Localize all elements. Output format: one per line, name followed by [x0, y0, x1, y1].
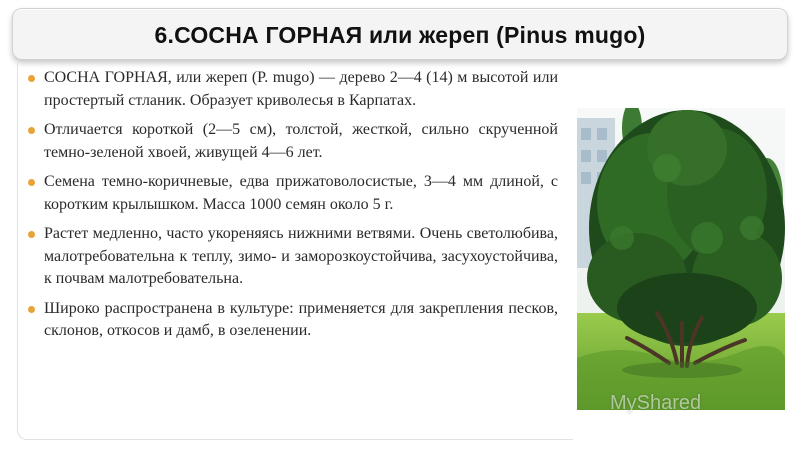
bullet-dot-icon	[28, 127, 35, 134]
bullet-text: Семена темно-коричневые, едва прижатоволосистые, 3—4 мм длиной, с коротким крылышком. Масса 1000 семян около 5 г.	[44, 173, 558, 213]
bullet-item	[28, 67, 558, 112]
bullet-dot-icon	[28, 231, 35, 238]
bullet-text: Широко распространена в культуре: применяется для закрепления песков, склонов, откосов и дамб, в озеленении.	[44, 299, 558, 339]
slide-title: 6.СОСНА ГОРНАЯ или жереп (Pinus mugo)	[154, 22, 646, 48]
bullet-text: Растет медленно, часто укореняясь нижними ветвями. Очень светолюбива, малотребовательна к теплу, зимо- и заморозкоустойчива, засухоустойчива, к почвам малотребовательна.	[44, 225, 558, 287]
bullet-list	[28, 67, 558, 350]
bullet-item	[28, 171, 558, 216]
bullet-item	[28, 298, 558, 343]
bullet-item	[28, 119, 558, 164]
bullet-item	[28, 223, 558, 291]
watermark: MyShared	[610, 392, 702, 414]
title-bar	[12, 8, 788, 60]
pine-illustration	[577, 108, 785, 410]
bullet-text: Отличается короткой (2—5 см), толстой, жесткой, сильно скрученной темно-зеленой хвоей, живущей 4—6 лет.	[44, 121, 558, 161]
bullet-text: СОСНА ГОРНАЯ, или жереп (P. mugo) — дерево 2—4 (14) м высотой или простертый стланик. Образует криволесья в Карпатах.	[44, 69, 558, 109]
pine-photo	[577, 108, 785, 410]
bullet-dot-icon	[28, 306, 35, 313]
bullet-dot-icon	[28, 179, 35, 186]
bullet-dot-icon	[28, 75, 35, 82]
